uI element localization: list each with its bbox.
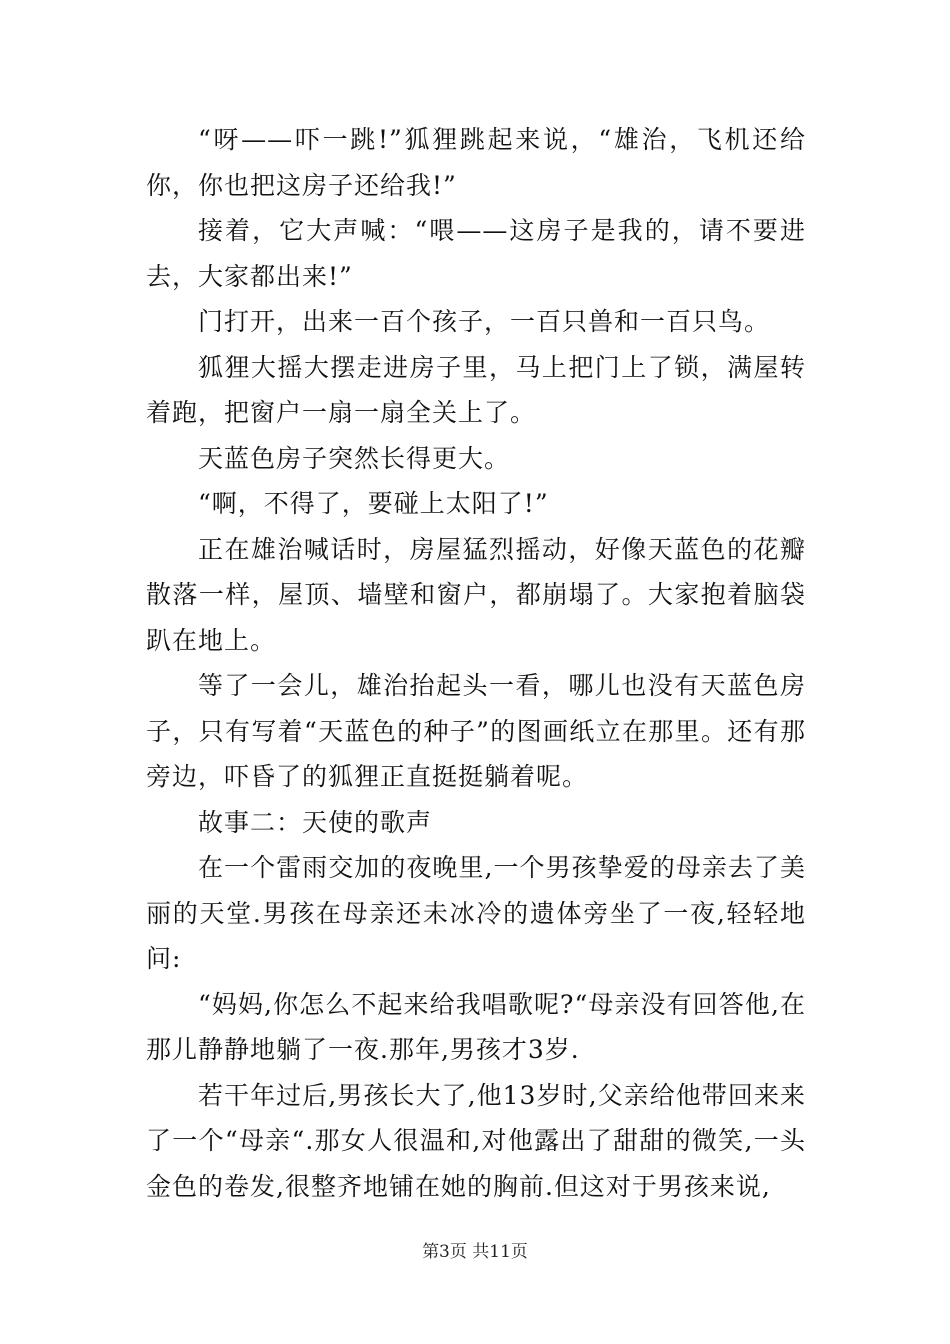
section-heading: 故事二：天使的歌声 bbox=[198, 807, 433, 837]
paragraph: “妈妈,你怎么不起来给我唱歌呢?“母亲没有回答他,在那儿静静地躺了一夜.那年,男孩才3岁. bbox=[146, 989, 806, 1064]
paragraph: 狐狸大摇大摆走进房子里，马上把门上了锁，满屋转着跑，把窗户一扇一扇全关上了。 bbox=[146, 352, 806, 427]
paragraph: 正在雄治喊话时，房屋猛烈摇动，好像天蓝色的花瓣散落一样，屋顶、墙壁和窗户，都崩塌了。大家抱着脑袋趴在地上。 bbox=[146, 534, 806, 655]
paragraph: 在一个雷雨交加的夜晚里,一个男孩挚爱的母亲去了美丽的天堂.男孩在母亲还未冰冷的遗体旁坐了一夜,轻轻地问: bbox=[146, 853, 806, 973]
paragraph: 接着，它大声喊：“喂——这房子是我的，请不要进去，大家都出来!” bbox=[146, 216, 806, 291]
paragraph: 天蓝色房子突然长得更大。 bbox=[198, 443, 511, 473]
document-body bbox=[146, 117, 806, 1209]
paragraph: “啊，不得了，要碰上太阳了!” bbox=[198, 489, 549, 518]
paragraph: 门打开，出来一百个孩子，一百只兽和一百只鸟。 bbox=[198, 307, 771, 336]
paragraph: 等了一会儿，雄治抬起头一看，哪儿也没有天蓝色房子，只有写着“天蓝色的种子”的图画纸立在那里。还有那旁边，吓昏了的狐狸正直挺挺躺着呢。 bbox=[146, 671, 806, 791]
paragraph: 若干年过后,男孩长大了,他13岁时,父亲给他带回来来了一个“母亲“.那女人很温和,对他露出了甜甜的微笑,一头金色的卷发,很整齐地铺在她的胸前.但这对于男孩来说, bbox=[146, 1080, 806, 1201]
page-number-footer: 第3页 共11页 bbox=[422, 1242, 528, 1262]
paragraph: “呀——吓一跳!”狐狸跳起来说，“雄治，飞机还给你，你也把这房子还给我!” bbox=[146, 125, 806, 200]
